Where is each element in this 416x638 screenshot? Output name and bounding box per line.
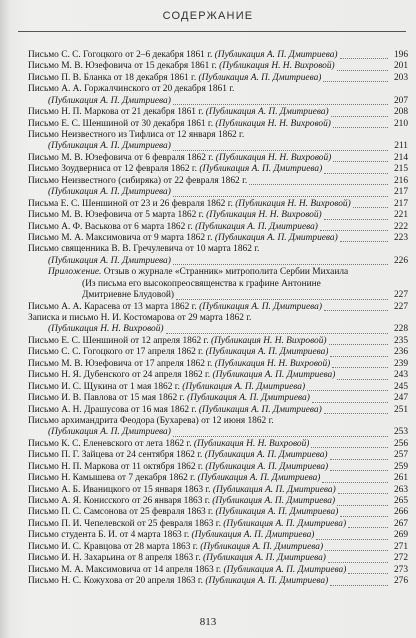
toc-entry-publication: (Публикация А. П. Дмитриева) [199, 301, 322, 312]
toc-entry-publication: (Публикация А. П. Дмитриева) [214, 49, 338, 60]
toc-entry-page[interactable]: 196 [393, 49, 408, 60]
toc-entry [28, 370, 408, 381]
toc-entry-publication: (Публикация А. П. Дмитриева) [48, 427, 171, 438]
toc-entry-title: Письмо Н. Я. Дубенского от 24 апреля 1862 г. [28, 370, 213, 381]
dot-leader [325, 549, 388, 551]
toc-entry-title: Письмо М. А. Максимовича от 14 апреля 1863 г. [28, 564, 224, 575]
toc-entry [28, 84, 408, 95]
toc-entry-page[interactable]: 203 [393, 72, 408, 83]
toc-entry-publication: (Публикация Н. Н. Вихровой) [235, 198, 351, 209]
toc-entry-publication: (Публикация Н. Н. Вихровой) [48, 324, 164, 335]
toc-entry [28, 199, 408, 210]
toc-entry-page[interactable]: 257 [393, 450, 408, 461]
toc-entry-text [28, 73, 321, 84]
toc-entry-text [28, 61, 335, 72]
dot-leader [348, 526, 388, 528]
toc-entry-text [28, 542, 323, 553]
toc-entry-publication: (Публикация А. П. Дмитриева) [212, 484, 336, 495]
toc-entry-page[interactable]: 256 [393, 438, 408, 449]
toc-entry-page[interactable]: 217 [393, 187, 408, 198]
dot-leader [173, 263, 388, 265]
toc-entry-text [28, 324, 164, 335]
toc-entry-publication: (Публикация А. П. Дмитриева) [214, 232, 338, 243]
toc-entry-text [28, 222, 318, 233]
toc-entry-publication: (Публикация А. П. Дмитриева) [223, 518, 347, 529]
toc-entry-page[interactable]: 269 [393, 530, 408, 541]
toc-entry [28, 61, 408, 72]
toc-entry-title: Письмо Н. С. Кожухова от 20 апреля 1863 г. [28, 576, 206, 587]
toc-entry-page[interactable]: 222 [393, 221, 408, 232]
toc-entry [28, 382, 408, 393]
toc-entry-text [28, 199, 351, 210]
dot-leader [348, 572, 388, 574]
toc-entry-text [28, 576, 328, 587]
dot-leader [166, 332, 388, 334]
toc-entry-page[interactable]: 215 [393, 164, 408, 175]
toc-entry-title: Письмо священника В. В. Гречулевича от 10 марта 1862 г. [28, 244, 260, 255]
toc-entry-text [28, 359, 330, 370]
toc-entry-text [28, 256, 171, 267]
dot-leader [330, 584, 388, 586]
toc-entry-publication: (Публикация А. П. Дмитриева) [212, 496, 336, 507]
toc-entry-page[interactable]: 263 [393, 484, 408, 495]
toc-entry [28, 485, 408, 496]
toc-entry-title: Письмо П. И. Чепелевской от 25 февраля 1863 г. [28, 518, 224, 529]
toc-entry [28, 164, 408, 175]
toc-entry-text [28, 370, 335, 381]
dot-leader [328, 561, 388, 563]
toc-entry-text [28, 347, 328, 358]
toc-entry [28, 325, 408, 336]
toc-entry-publication: (Публикация Н. Н. Вихровой) [211, 335, 327, 346]
dot-leader [337, 69, 388, 71]
dot-leader [176, 298, 388, 300]
toc-entry-page[interactable]: 208 [393, 107, 408, 118]
toc-entry [28, 313, 408, 324]
toc-entry [28, 496, 408, 507]
toc-entry [28, 416, 408, 427]
toc-entry-page[interactable]: 207 [393, 95, 408, 106]
toc-entry-page[interactable]: 216 [393, 175, 408, 186]
toc-entry [28, 393, 408, 404]
page-number: 813 [199, 616, 217, 628]
table-of-contents [28, 50, 408, 588]
toc-entry-publication: (Публикация А. П. Дмитриева) [198, 404, 322, 415]
dot-leader [324, 412, 388, 414]
toc-entry [28, 553, 408, 564]
toc-entry [28, 130, 408, 141]
toc-entry [28, 119, 408, 130]
toc-entry-text [28, 50, 338, 61]
toc-entry-publication: (Публикация Н. Н. Вихровой) [215, 152, 332, 163]
toc-entry-text [28, 153, 331, 164]
toc-entry-publication: (Публикация Н. Н. Вихровой) [193, 438, 310, 449]
dot-leader [333, 126, 388, 128]
header-title: СОДЕРЖАНИЕ [162, 10, 254, 22]
toc-entry-text [28, 96, 171, 107]
toc-entry-text [28, 119, 331, 130]
toc-entry-page[interactable]: 261 [393, 473, 408, 484]
toc-entry-page[interactable]: 245 [393, 381, 408, 392]
dot-leader [316, 538, 388, 540]
toc-entry-title: Письмо И. Н. Захарьина от 8 апреля 1863 г. [28, 553, 204, 564]
toc-entry-publication: (Публикация А. П. Дмитриева) [48, 141, 171, 152]
toc-entry-publication: (Публикация Н. Н. Вихровой) [206, 210, 322, 221]
toc-entry-text [28, 427, 171, 438]
dot-leader [340, 515, 388, 517]
toc-entry-text [28, 473, 320, 484]
toc-entry [28, 244, 408, 255]
dot-leader [320, 229, 388, 231]
toc-entry-page[interactable]: 243 [393, 370, 408, 381]
toc-entry-title: Письмо Е. С. Шеншиной от 12 апреля 1862 г. [28, 335, 212, 346]
toc-entry-page[interactable]: 271 [393, 541, 408, 552]
toc-entry-text [28, 164, 322, 175]
dot-leader [340, 240, 388, 242]
toc-entry [28, 519, 408, 530]
toc-entry-publication: (Публикация А. П. Дмитриева) [186, 393, 310, 404]
toc-entry-page[interactable]: 247 [393, 393, 408, 404]
toc-entry-title: Письмо К. С. Еленевского от лета 1862 г. [28, 438, 194, 449]
toc-entry-page[interactable]: 251 [393, 404, 408, 415]
toc-entry [28, 508, 408, 519]
toc-entry-text [28, 530, 314, 541]
dot-leader [323, 80, 388, 82]
toc-entry-page[interactable]: 235 [393, 335, 408, 346]
toc-entry [28, 187, 408, 198]
toc-entry-text [28, 84, 234, 95]
toc-entry [28, 473, 408, 484]
dot-leader [340, 57, 388, 59]
toc-entry-text [28, 233, 338, 244]
toc-entry-page[interactable]: 276 [393, 576, 408, 587]
toc-entry-title: Письмо И. С. Кравцова от 28 марта 1863 г. [28, 541, 201, 552]
toc-entry-text [28, 107, 329, 118]
toc-entry-publication: (Публикация А. П. Дмитриева) [205, 347, 329, 358]
dot-leader [173, 435, 388, 437]
toc-entry-text [28, 130, 244, 141]
toc-entry-title: Письмо Неизвестного (сибиряка) от 22 февраля 1862 г. [28, 175, 248, 186]
dot-leader [332, 366, 388, 368]
toc-entry-publication: (Публикация А. П. Дмитриева) [212, 370, 336, 381]
dot-leader [329, 343, 388, 345]
toc-entry [28, 222, 408, 233]
toc-entry-page[interactable]: 265 [393, 496, 408, 507]
toc-entry-text [28, 439, 309, 450]
toc-entry-page[interactable]: 221 [393, 210, 408, 221]
toc-entry-page[interactable]: 214 [393, 152, 408, 163]
toc-entry-text [28, 302, 322, 313]
toc-entry-title: Письмо Н. П. Маркова от 11 октября 1862 г. [28, 461, 206, 472]
toc-entry-publication: (Публикация А. П. Дмитриева) [195, 221, 318, 232]
toc-entry-title: Письмо Неизвестного из Тифлиса от 12 января 1862 г. [28, 130, 245, 141]
toc-entry-publication: (Публикация А. П. Дмитриева) [198, 72, 322, 83]
toc-entry-text [28, 507, 338, 518]
toc-entry [28, 565, 408, 576]
toc-entry [28, 142, 408, 153]
toc-entry-text [28, 141, 171, 152]
toc-entry-text [28, 336, 327, 347]
toc-entry-publication: (Публикация А. П. Дмитриева) [200, 541, 324, 552]
toc-entry-page[interactable]: 226 [393, 255, 408, 266]
dot-leader [324, 309, 388, 311]
dot-leader [338, 492, 388, 494]
toc-entry-title: Письмо М. А. Максимовича от 9 марта 1862 г. [28, 232, 215, 243]
toc-entry [28, 462, 408, 473]
toc-entry-page[interactable]: 217 [393, 198, 408, 209]
toc-entry-text [28, 313, 251, 324]
toc-entry-title: Дмитриевне Блудовой) [82, 290, 175, 301]
toc-entry [28, 347, 408, 358]
dot-leader [311, 446, 388, 448]
toc-entry-title: Письмо М. В. Юзефовича от 17 апреля 1862 г. [28, 358, 215, 369]
toc-entry-text [28, 565, 346, 576]
toc-entry-title: Письмо Е. С. Шеншиной от 30 декабря 1861 г. [28, 118, 216, 129]
toc-entry [28, 256, 408, 267]
toc-entry-page[interactable]: 236 [393, 347, 408, 358]
dot-leader [353, 206, 388, 208]
dot-leader [307, 389, 388, 391]
toc-entry-text [28, 290, 174, 301]
toc-entry-publication: (Публикация А. П. Дмитриева) [215, 507, 339, 518]
toc-entry [28, 336, 408, 347]
toc-entry-text [28, 450, 328, 461]
toc-entry-title: Письмо А. А. Карасева от 13 марта 1862 г. [28, 301, 200, 312]
toc-entry-page[interactable]: 239 [393, 358, 408, 369]
toc-entry-title: Записка и письмо Н. И. Костомарова от 29 марта 1862 г. [28, 313, 252, 324]
dot-leader [331, 115, 388, 117]
toc-entry-title: Письмо И. В. Павлова от 15 мая 1862 г. [28, 393, 187, 404]
toc-entry [28, 279, 408, 290]
toc-entry-page[interactable]: 228 [393, 324, 408, 335]
toc-entry-publication: (Публикация Н. Н. Вихровой) [214, 358, 331, 369]
toc-entry [28, 73, 408, 84]
toc-entry-publication: (Публикация А. П. Дмитриева) [203, 553, 326, 564]
toc-entry-title: Письмо А. Я. Конисского от 26 января 1863 г. [28, 496, 213, 507]
dot-leader [330, 469, 388, 471]
toc-entry-text [28, 496, 335, 507]
toc-entry-title: Письмо И. С. Щукина от 1 мая 1862 г. [28, 381, 183, 392]
toc-entry-text [28, 462, 328, 473]
toc-entry-publication: (Публикация А. П. Дмитриева) [48, 95, 171, 106]
toc-entry [28, 96, 408, 107]
toc-entry-text [28, 267, 348, 278]
toc-entry-title: Письмо Зоудверниса от 12 февраля 1862 г. [28, 164, 200, 175]
toc-entry-title: Письмо С. С. Гогоцкого от 2–6 декабря 1861 г. [28, 49, 215, 60]
toc-entry [28, 530, 408, 541]
dot-leader [324, 218, 388, 220]
toc-entry-title: Письмо А. Н. Драшусова от 16 мая 1862 г. [28, 404, 199, 415]
toc-entry-page[interactable]: 201 [393, 61, 408, 72]
dot-leader [330, 458, 388, 460]
toc-entry-title: Письмо Н. Камышева от 7 декабря 1862 г. [28, 473, 198, 484]
toc-entry-page[interactable]: 272 [393, 553, 408, 564]
toc-entry-page[interactable]: 211 [394, 141, 408, 152]
toc-entry [28, 176, 408, 187]
toc-entry [28, 405, 408, 416]
toc-entry-title: Письмо студента Б. И. от 4 марта 1863 г. [28, 530, 192, 541]
dot-leader [330, 355, 388, 357]
toc-entry-publication: (Публикация А. П. Дмитриева) [205, 461, 329, 472]
toc-entry-publication: (Публикация А. П. Дмитриева) [223, 564, 347, 575]
toc-entry-title: (Из письма его высокопреосвященства к графине Антонине [82, 278, 321, 289]
toc-entry-text [28, 553, 326, 564]
toc-entry [28, 233, 408, 244]
toc-entry-text [28, 416, 274, 427]
toc-entry-page[interactable]: 253 [393, 427, 408, 438]
toc-entry [28, 302, 408, 313]
toc-entry-title: Письмо А. А. Горжалчинского от 20 декабря 1861 г. [28, 84, 235, 95]
dot-leader [249, 183, 388, 185]
toc-entry [28, 50, 408, 61]
dot-leader [173, 149, 388, 151]
toc-entry-title: Письмо П. В. Бланка от 18 декабря 1861 г. [28, 72, 199, 83]
dot-leader [324, 172, 388, 174]
toc-entry-text [28, 176, 247, 187]
toc-entry-title: Письмо А. Ф. Васькова от 6 марта 1862 г. [28, 221, 196, 232]
toc-entry-text [28, 393, 310, 404]
toc-entry-text [28, 519, 346, 530]
dot-leader [173, 103, 388, 105]
dot-leader [337, 378, 388, 380]
toc-entry-publication: (Публикация А. П. Дмитриева) [205, 576, 329, 587]
toc-entry [28, 439, 408, 450]
toc-entry-page[interactable]: 227 [393, 290, 408, 301]
toc-entry-publication: (Публикация А. П. Дмитриева) [199, 164, 323, 175]
toc-entry-text [28, 405, 322, 416]
toc-entry-publication: (Публикация А. П. Дмитриева) [205, 107, 329, 118]
toc-entry [28, 427, 408, 438]
toc-entry-text [28, 382, 305, 393]
toc-entry-title: Письмо П. Г. Зайцева от 24 сентября 1862 г. [28, 450, 205, 461]
toc-entry-page[interactable]: 266 [393, 507, 408, 518]
toc-entry [28, 153, 408, 164]
toc-entry-title: Письмо П. С. Самсонова от 25 февраля 1863 г. [28, 507, 216, 518]
toc-entry [28, 107, 408, 118]
toc-entry-publication: (Публикация А. П. Дмитриева) [204, 450, 328, 461]
toc-entry-title: Письмо М. В. Юзефовича от 6 февраля 1862 г. [28, 152, 216, 163]
toc-entry-page[interactable]: 223 [393, 232, 408, 243]
toc-entry-page[interactable]: 210 [393, 118, 408, 129]
toc-entry [28, 576, 408, 587]
toc-entry [28, 210, 408, 221]
toc-entry-title: Письмо Н. П. Маркова от 21 декабря 1861 г. [28, 107, 206, 118]
toc-entry-page[interactable]: 259 [393, 461, 408, 472]
toc-entry-publication: (Публикация Н. Н. Вихровой) [215, 118, 331, 129]
toc-entry-publication: (Публикация Н. Н. Вихровой) [219, 61, 335, 72]
toc-entry-publication: (Публикация А. П. Дмитриева) [197, 473, 321, 484]
toc-entry-page[interactable]: 273 [393, 564, 408, 575]
dot-leader [322, 481, 388, 483]
toc-entry-title: Письмо архимандрита Феодора (Бухарева) от 12 июня 1862 г. [28, 415, 274, 426]
dot-leader [173, 195, 388, 197]
toc-entry [28, 450, 408, 461]
running-header [0, 0, 416, 38]
toc-entry-title: Письмо С. С. Гогоцкого от 17 апреля 1862 г. [28, 347, 206, 358]
toc-entry-title: Письмо М. В. Юзефовича от 5 марта 1862 г. [28, 210, 207, 221]
toc-entry-title-rest: Отзыв о журнале «Странник» митрополита Сербии Михаила [101, 267, 349, 278]
toc-entry-text [28, 187, 171, 198]
toc-entry-page[interactable]: 227 [393, 301, 408, 312]
toc-entry [28, 267, 408, 278]
toc-entry [28, 542, 408, 553]
dot-leader [337, 504, 388, 506]
dot-leader [312, 401, 388, 403]
toc-entry-publication: (Публикация А. П. Дмитриева) [48, 187, 171, 198]
toc-entry [28, 359, 408, 370]
header-rule [18, 31, 406, 32]
toc-entry-title: Письма Е. С. Шеншиной от 23 и 26 февраля 1862 г. [28, 198, 236, 209]
toc-entry-text [28, 279, 321, 290]
toc-entry-publication: (Публикация А. П. Дмитриева) [182, 381, 306, 392]
toc-entry-title: Приложение. [48, 267, 102, 278]
dot-leader [333, 160, 388, 162]
toc-entry-page[interactable]: 267 [393, 518, 408, 529]
toc-entry-text [28, 244, 259, 255]
toc-entry-publication: (Публикация А. П. Дмитриева) [191, 530, 315, 541]
toc-entry-text [28, 485, 336, 496]
toc-entry-publication: (Публикация А. П. Дмитриева) [48, 255, 171, 266]
toc-entry [28, 290, 408, 301]
toc-entry-text [28, 210, 322, 221]
toc-entry-title: Письмо М. В. Юзефовича от 15 декабря 1861 г. [28, 61, 220, 72]
toc-entry-title: Письмо А. Б. Иваницкого от 15 января 1863 г. [28, 484, 213, 495]
